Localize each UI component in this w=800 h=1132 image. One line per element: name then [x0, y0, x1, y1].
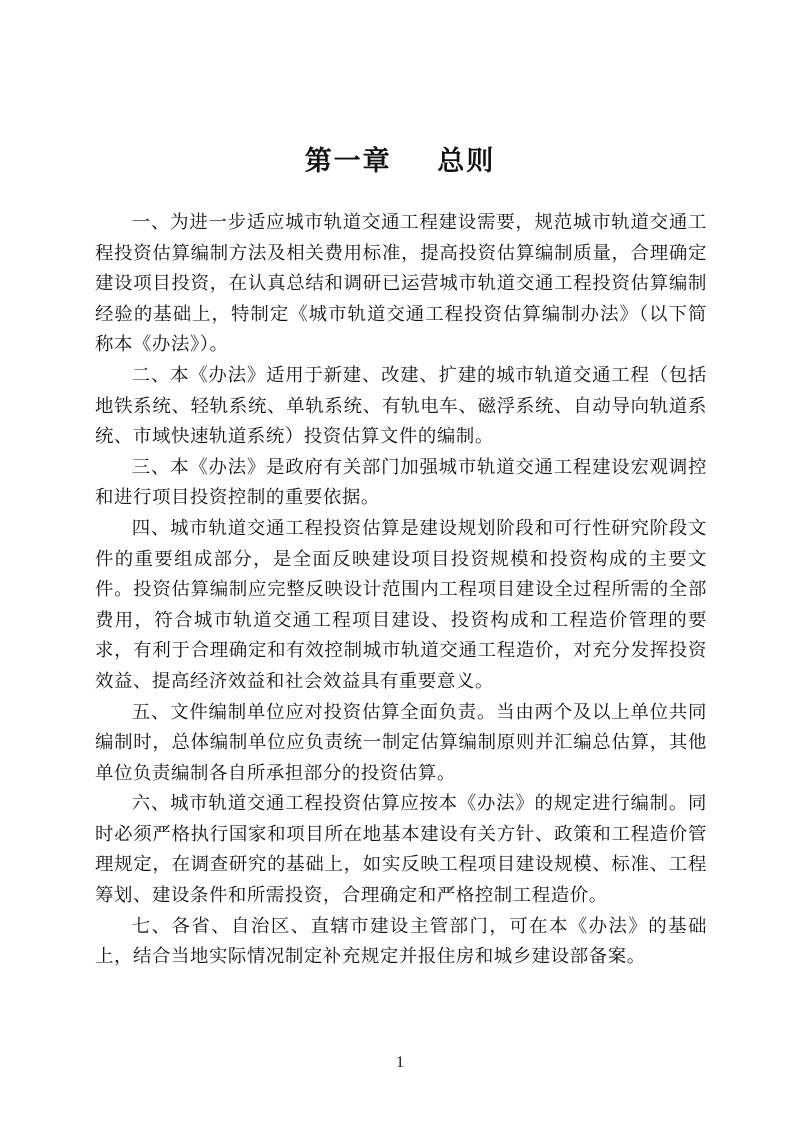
paragraph-3: 三、本《办法》是政府有关部门加强城市轨道交通工程建设宏观调控和进行项目投资控制的重要依据。: [95, 456, 707, 509]
body-text: [95, 208, 707, 973]
paragraph-6: 六、城市轨道交通工程投资估算应按本《办法》的规定进行编制。同时必须严格执行国家和项目所在地基本建设有关方针、政策和工程造价管理规定，在调查研究的基础上，如实反映工程项目建设规模、标准、工程筹划、建设条件和所需投资，合理确定和严格控制工程造价。: [95, 793, 707, 907]
paragraph-1: 一、为进一步适应城市轨道交通工程建设需要，规范城市轨道交通工程投资估算编制方法及相关费用标准，提高投资估算编制质量，合理确定建设项目投资，在认真总结和调研已运营城市轨道交通工程投资估算编制经验的基础上，特制定《城市轨道交通工程投资估算编制办法》（以下简称本《办法》）。: [95, 212, 707, 356]
chapter-title: 第一章 总则: [304, 146, 496, 177]
paragraph-4: 四、城市轨道交通工程投资估算是建设规划阶段和可行性研究阶段文件的重要组成部分，是全面反映建设项目投资规模和投资构成的主要文件。投资估算编制应完整反映设计范围内工程项目建设全过程所需的全部费用，符合城市轨道交通工程项目建设、投资构成和工程造价管理的要求，有利于合理确定和有效控制城市轨道交通工程造价，对充分发挥投资效益、提高经济效益和社会效益具有重要意义。: [95, 517, 707, 692]
paragraph-7: 七、各省、自治区、直辖市建设主管部门，可在本《办法》的基础上，结合当地实际情况制定补充规定并报住房和城乡建设部备案。: [95, 915, 707, 968]
paragraph-5: 五、文件编制单位应对投资估算全面负责。当由两个及以上单位共同编制时，总体编制单位应负责统一制定估算编制原则并汇编总估算，其他单位负责编制各自所承担部分的投资估算。: [95, 701, 707, 784]
page-number: 1: [396, 1054, 404, 1071]
paragraph-2: 二、本《办法》适用于新建、改建、扩建的城市轨道交通工程（包括地铁系统、轻轨系统、单轨系统、有轨电车、磁浮系统、自动导向轨道系统、市域快速轨道系统）投资估算文件的编制。: [95, 364, 707, 448]
